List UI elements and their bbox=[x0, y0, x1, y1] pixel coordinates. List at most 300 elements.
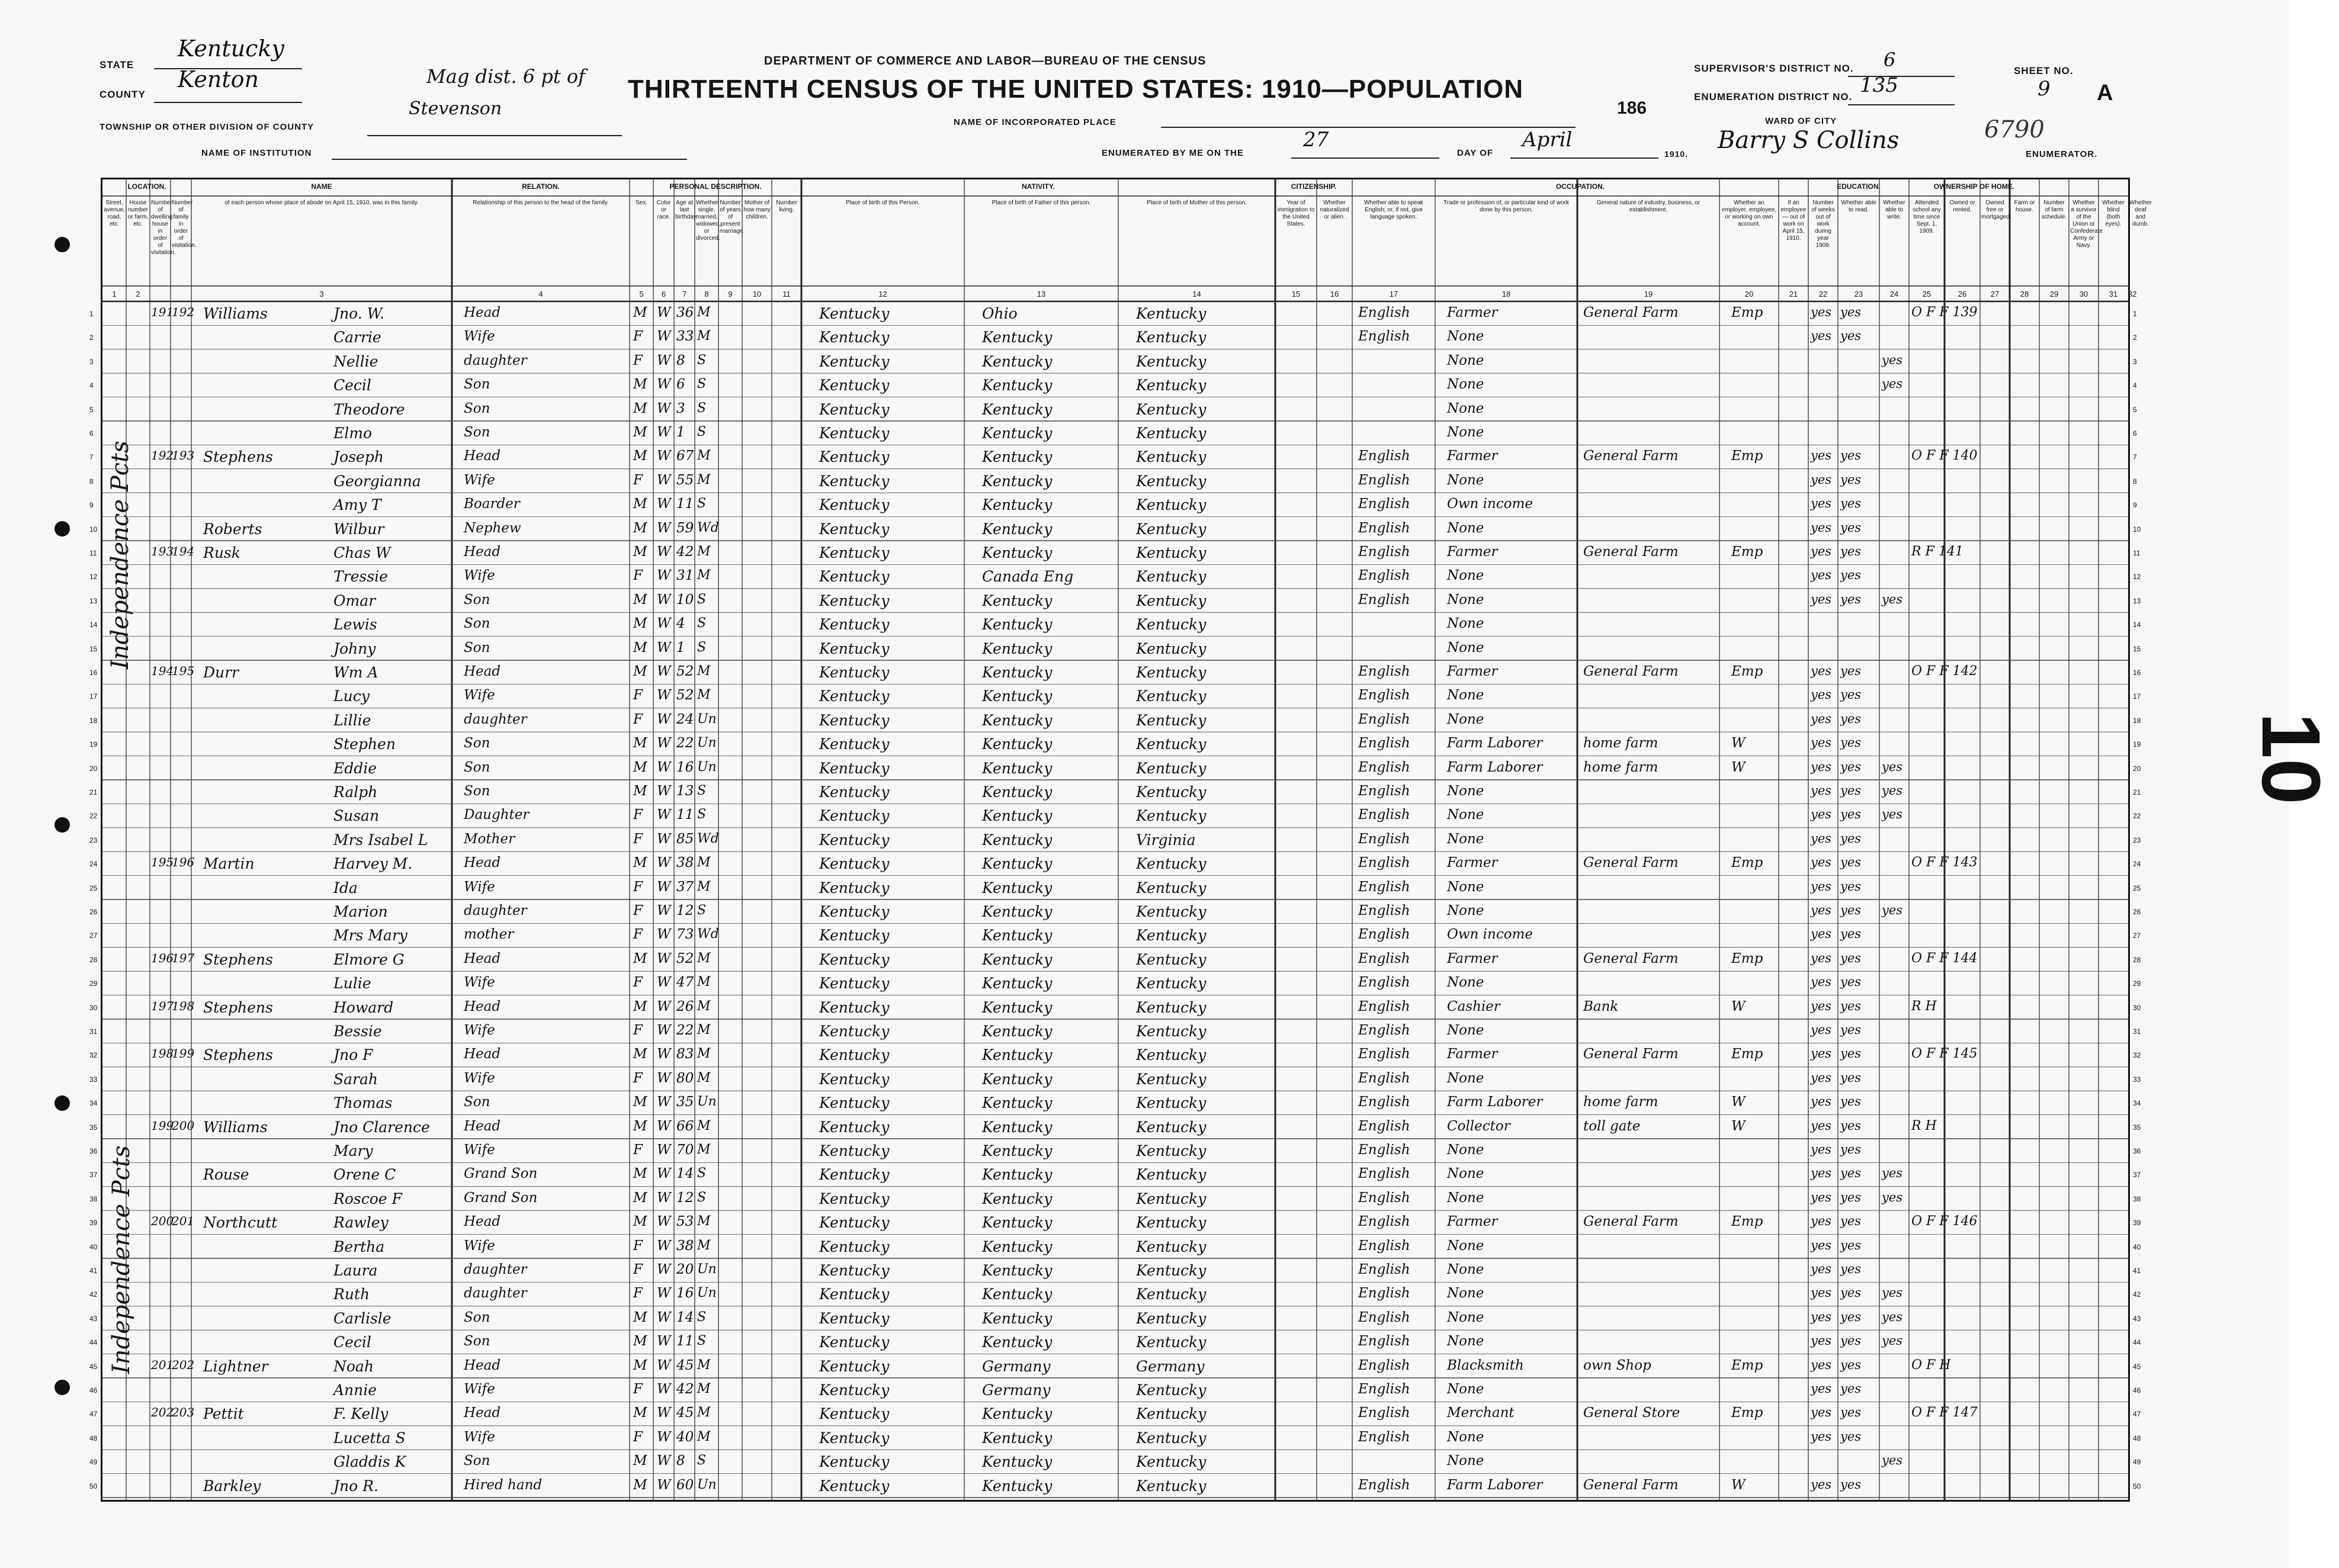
mother-birthplace: Kentucky bbox=[1136, 783, 1207, 801]
race: W bbox=[657, 1094, 671, 1110]
sex: M bbox=[633, 616, 647, 632]
age: 40 bbox=[676, 1429, 694, 1445]
relation: Wife bbox=[464, 879, 495, 895]
marital-status: M bbox=[697, 687, 711, 703]
father-birthplace: Kentucky bbox=[982, 496, 1053, 514]
relation: Wife bbox=[464, 329, 495, 345]
mother-birthplace: Kentucky bbox=[1136, 448, 1207, 466]
birthplace: Kentucky bbox=[819, 1381, 890, 1399]
row-number: 7 bbox=[89, 453, 94, 462]
birthplace: Kentucky bbox=[819, 1166, 890, 1184]
sex: M bbox=[633, 1118, 647, 1134]
column-header: Whether a survivor of the Union or Confederate Army or Navy. bbox=[2070, 200, 2103, 249]
row-number: 41 bbox=[89, 1267, 98, 1275]
can-read: yes bbox=[1811, 1262, 1832, 1276]
speaks-english: English bbox=[1358, 687, 1410, 703]
given-name: Jno Clarence bbox=[333, 1118, 430, 1136]
row-number: 39 bbox=[89, 1219, 98, 1228]
section-header: EDUCATION. bbox=[1837, 182, 1881, 191]
family-number: 200 bbox=[172, 1118, 195, 1133]
speaks-english: English bbox=[1358, 1286, 1410, 1302]
relation: Head bbox=[464, 1357, 501, 1373]
occupation: None bbox=[1447, 1309, 1484, 1325]
race: W bbox=[657, 927, 671, 943]
can-read: yes bbox=[1811, 903, 1832, 917]
punch-hole bbox=[54, 1380, 70, 1395]
given-name: Stephen bbox=[333, 735, 396, 753]
father-birthplace: Kentucky bbox=[982, 1166, 1053, 1184]
home-ownership: R H bbox=[1911, 998, 1937, 1014]
father-birthplace: Kentucky bbox=[982, 544, 1053, 561]
marital-status: M bbox=[697, 329, 711, 344]
race: W bbox=[657, 903, 671, 918]
row-number: 45 bbox=[2133, 1362, 2141, 1371]
column-header: Number living. bbox=[776, 200, 797, 213]
occupation: Collector bbox=[1447, 1118, 1510, 1134]
column-number: 18 bbox=[1501, 290, 1511, 298]
marital-status: M bbox=[697, 568, 711, 583]
speaks-english: English bbox=[1358, 1357, 1410, 1373]
sex: M bbox=[633, 1357, 647, 1373]
birthplace: Kentucky bbox=[819, 759, 890, 777]
sex: F bbox=[633, 879, 643, 895]
sex: M bbox=[633, 592, 647, 608]
row-number: 26 bbox=[2133, 908, 2141, 916]
home-ownership: O F H bbox=[1911, 1357, 1951, 1373]
column-header: Mother of how many children. bbox=[743, 200, 771, 220]
row-number: 24 bbox=[89, 860, 98, 869]
age: 66 bbox=[676, 1118, 694, 1134]
race: W bbox=[657, 448, 671, 464]
occupation: Farmer bbox=[1447, 1046, 1498, 1062]
census-table bbox=[89, 178, 2152, 1502]
home-ownership: O F F 144 bbox=[1911, 950, 1978, 966]
column-header: Year of immigration to the United States. bbox=[1277, 200, 1315, 227]
enumerated-day: 27 bbox=[1303, 128, 1329, 152]
father-birthplace: Kentucky bbox=[982, 759, 1053, 777]
family-number: 197 bbox=[172, 950, 195, 965]
column-header: Number of dwelling house in order of visitation. bbox=[151, 200, 176, 256]
enumerated-label: ENUMERATED BY ME ON THE bbox=[1102, 148, 1244, 158]
column-number: 16 bbox=[1330, 290, 1339, 298]
mother-birthplace: Kentucky bbox=[1136, 855, 1207, 873]
occupation: None bbox=[1447, 711, 1484, 727]
relation: Head bbox=[464, 1118, 501, 1134]
employment-class: W bbox=[1731, 1118, 1746, 1134]
industry: home farm bbox=[1583, 759, 1658, 775]
given-name: Rawley bbox=[333, 1214, 389, 1232]
occupation: Cashier bbox=[1447, 998, 1500, 1014]
occupation: None bbox=[1447, 1381, 1484, 1397]
attended-school: yes bbox=[1882, 352, 1903, 367]
race: W bbox=[657, 472, 671, 488]
row-number: 16 bbox=[89, 669, 98, 677]
given-name: Cecil bbox=[333, 1334, 371, 1351]
edge-mark: 10 bbox=[2244, 712, 2338, 805]
occupation: None bbox=[1447, 1238, 1484, 1254]
row-number: 14 bbox=[2133, 621, 2141, 629]
column-header: Number of years of present marriage. bbox=[720, 200, 745, 234]
can-write: yes bbox=[1840, 1286, 1862, 1300]
age: 45 bbox=[676, 1357, 694, 1373]
relation: Wife bbox=[464, 1429, 495, 1445]
mother-birthplace: Kentucky bbox=[1136, 950, 1207, 968]
marital-status: M bbox=[697, 1070, 711, 1085]
relation: Nephew bbox=[464, 520, 521, 536]
race: W bbox=[657, 1381, 671, 1397]
father-birthplace: Kentucky bbox=[982, 879, 1053, 897]
row-number: 42 bbox=[2133, 1290, 2141, 1299]
row-number: 1 bbox=[89, 310, 94, 318]
race: W bbox=[657, 1046, 671, 1062]
township-value: Mag dist. 6 pt of bbox=[426, 65, 585, 88]
relation: Head bbox=[464, 950, 501, 966]
father-birthplace: Kentucky bbox=[982, 903, 1053, 920]
age: 3 bbox=[676, 400, 685, 416]
industry: Bank bbox=[1583, 998, 1619, 1014]
can-write: yes bbox=[1840, 520, 1862, 535]
attended-school: yes bbox=[1882, 1453, 1903, 1468]
surname: Lightner bbox=[203, 1357, 268, 1375]
occupation: Merchant bbox=[1447, 1405, 1515, 1421]
mother-birthplace: Kentucky bbox=[1136, 807, 1207, 825]
can-write: yes bbox=[1840, 1381, 1862, 1396]
row-number: 2 bbox=[89, 333, 94, 342]
section-header: OCCUPATION. bbox=[1555, 182, 1605, 191]
surname: Williams bbox=[203, 1118, 268, 1136]
township-label: TOWNSHIP OR OTHER DIVISION OF COUNTY bbox=[100, 122, 315, 132]
race: W bbox=[657, 1405, 671, 1421]
mother-birthplace: Kentucky bbox=[1136, 1334, 1207, 1351]
occupation: None bbox=[1447, 903, 1484, 918]
father-birthplace: Kentucky bbox=[982, 783, 1053, 801]
birthplace: Kentucky bbox=[819, 855, 890, 873]
birthplace: Kentucky bbox=[819, 568, 890, 586]
father-birthplace: Kentucky bbox=[982, 1046, 1053, 1064]
supervisor-value: 6 bbox=[1884, 49, 1896, 71]
speaks-english: English bbox=[1358, 472, 1410, 488]
speaks-english: English bbox=[1358, 950, 1410, 966]
given-name: Lucetta S bbox=[333, 1429, 406, 1447]
can-write: yes bbox=[1840, 1070, 1862, 1085]
speaks-english: English bbox=[1358, 1190, 1410, 1206]
row-number: 29 bbox=[2133, 979, 2141, 988]
race: W bbox=[657, 1477, 671, 1493]
mother-birthplace: Kentucky bbox=[1136, 329, 1207, 346]
mother-birthplace: Kentucky bbox=[1136, 472, 1207, 490]
can-read: yes bbox=[1811, 998, 1832, 1013]
relation: Wife bbox=[464, 1238, 495, 1254]
can-read: yes bbox=[1811, 687, 1832, 702]
speaks-english: English bbox=[1358, 1429, 1410, 1445]
row-number: 32 bbox=[89, 1051, 98, 1060]
dwelling-number: 195 bbox=[151, 855, 174, 870]
relation: Hired hand bbox=[464, 1477, 543, 1493]
row-number: 39 bbox=[2133, 1219, 2141, 1228]
column-number: 10 bbox=[752, 290, 762, 298]
race: W bbox=[657, 1070, 671, 1086]
dwelling-number: 194 bbox=[151, 664, 174, 678]
column-number: 1 bbox=[112, 290, 117, 298]
marital-status: M bbox=[697, 472, 711, 487]
marital-status: M bbox=[697, 448, 711, 464]
speaks-english: English bbox=[1358, 305, 1410, 320]
can-write: yes bbox=[1840, 687, 1862, 702]
row-number: 27 bbox=[89, 931, 98, 940]
can-read: yes bbox=[1811, 1023, 1832, 1037]
can-write: yes bbox=[1840, 496, 1862, 511]
can-read: yes bbox=[1811, 950, 1832, 965]
row-number: 5 bbox=[2133, 405, 2137, 414]
age: 12 bbox=[676, 903, 694, 918]
can-write: yes bbox=[1840, 592, 1862, 606]
relation: Son bbox=[464, 1453, 490, 1469]
section-header: OWNERSHIP OF HOME. bbox=[1933, 182, 2015, 191]
given-name: Chas W bbox=[333, 544, 391, 561]
row-number: 12 bbox=[89, 573, 98, 581]
age: 55 bbox=[676, 472, 694, 488]
sex: M bbox=[633, 400, 647, 416]
can-read: yes bbox=[1811, 735, 1832, 750]
relation: Head bbox=[464, 855, 501, 871]
birthplace: Kentucky bbox=[819, 1142, 890, 1159]
can-write: yes bbox=[1840, 855, 1862, 870]
home-ownership: O F F 142 bbox=[1911, 664, 1978, 679]
row-number: 25 bbox=[89, 883, 98, 892]
enumeration-value: 135 bbox=[1860, 73, 1898, 97]
father-birthplace: Kentucky bbox=[982, 616, 1053, 634]
attended-school: yes bbox=[1882, 783, 1903, 798]
county-label: COUNTY bbox=[100, 89, 146, 100]
birthplace: Kentucky bbox=[819, 903, 890, 920]
row-number: 10 bbox=[2133, 525, 2141, 534]
father-birthplace: Kentucky bbox=[982, 640, 1053, 657]
age: 24 bbox=[676, 711, 694, 727]
father-birthplace: Kentucky bbox=[982, 425, 1053, 442]
age: 60 bbox=[676, 1477, 694, 1493]
sex: F bbox=[633, 1381, 643, 1397]
family-number: 193 bbox=[172, 448, 195, 463]
attended-school: yes bbox=[1882, 592, 1903, 606]
can-read: yes bbox=[1811, 1142, 1832, 1156]
mother-birthplace: Kentucky bbox=[1136, 687, 1207, 705]
ward-label: WARD OF CITY bbox=[1765, 116, 1837, 126]
industry: home farm bbox=[1583, 735, 1658, 751]
birthplace: Kentucky bbox=[819, 687, 890, 705]
row-number: 26 bbox=[89, 908, 98, 916]
speaks-english: English bbox=[1358, 1046, 1410, 1062]
side-note-independence: Independence Pcts bbox=[107, 441, 134, 669]
given-name: Mrs Mary bbox=[333, 927, 408, 944]
column-header: Whether naturalized or alien. bbox=[1320, 200, 1349, 220]
relation: Head bbox=[464, 1214, 501, 1230]
birthplace: Kentucky bbox=[819, 496, 890, 514]
occupation: None bbox=[1447, 879, 1484, 895]
row-number: 20 bbox=[89, 764, 98, 773]
can-write: yes bbox=[1840, 759, 1862, 774]
can-read: yes bbox=[1811, 831, 1832, 846]
sex: M bbox=[633, 1309, 647, 1325]
can-read: yes bbox=[1811, 927, 1832, 942]
birthplace: Kentucky bbox=[819, 1046, 890, 1064]
attended-school: yes bbox=[1882, 1334, 1903, 1348]
row-number: 31 bbox=[89, 1027, 98, 1036]
relation: Head bbox=[464, 1046, 501, 1062]
row-number: 17 bbox=[89, 692, 98, 701]
mother-birthplace: Kentucky bbox=[1136, 520, 1207, 538]
employment-class: W bbox=[1731, 735, 1746, 751]
can-write: yes bbox=[1840, 903, 1862, 917]
can-write: yes bbox=[1840, 448, 1862, 463]
row-number: 8 bbox=[89, 477, 94, 486]
sex: M bbox=[633, 305, 647, 320]
age: 26 bbox=[676, 998, 694, 1014]
attended-school: yes bbox=[1882, 807, 1903, 822]
marital-status: Wd bbox=[697, 927, 719, 942]
speaks-english: English bbox=[1358, 1094, 1410, 1110]
family-number: 201 bbox=[172, 1214, 195, 1229]
sex: F bbox=[633, 711, 643, 727]
can-read: yes bbox=[1811, 1070, 1832, 1085]
dwelling-number: 202 bbox=[151, 1405, 174, 1420]
sex: F bbox=[633, 903, 643, 918]
race: W bbox=[657, 711, 671, 727]
birthplace: Kentucky bbox=[819, 520, 890, 538]
race: W bbox=[657, 352, 671, 368]
relation: Head bbox=[464, 305, 501, 320]
column-number: 6 bbox=[661, 290, 666, 298]
mother-birthplace: Kentucky bbox=[1136, 1405, 1207, 1423]
occupation: None bbox=[1447, 1334, 1484, 1349]
sex: F bbox=[633, 1262, 643, 1277]
race: W bbox=[657, 1166, 671, 1182]
relation: Head bbox=[464, 544, 501, 560]
race: W bbox=[657, 759, 671, 775]
sex: M bbox=[633, 664, 647, 679]
sex: M bbox=[633, 1214, 647, 1230]
given-name: Wm A bbox=[333, 664, 378, 681]
father-birthplace: Kentucky bbox=[982, 1142, 1053, 1159]
speaks-english: English bbox=[1358, 711, 1410, 727]
mother-birthplace: Kentucky bbox=[1136, 879, 1207, 897]
birthplace: Kentucky bbox=[819, 1094, 890, 1112]
relation: Mother bbox=[464, 831, 515, 847]
attended-school: yes bbox=[1882, 377, 1903, 391]
dwelling-number: 196 bbox=[151, 950, 174, 965]
speaks-english: English bbox=[1358, 568, 1410, 584]
sex: F bbox=[633, 1070, 643, 1086]
column-header: Farm or house. bbox=[2014, 200, 2035, 213]
father-birthplace: Kentucky bbox=[982, 1238, 1053, 1255]
column-header: Street, avenue, road, etc. bbox=[104, 200, 125, 227]
race: W bbox=[657, 879, 671, 895]
occupation: None bbox=[1447, 1453, 1484, 1469]
mother-birthplace: Kentucky bbox=[1136, 616, 1207, 634]
occupation: Own income bbox=[1447, 496, 1533, 512]
can-write: yes bbox=[1840, 1262, 1862, 1276]
family-number: 196 bbox=[172, 855, 195, 870]
race: W bbox=[657, 1429, 671, 1445]
given-name: Orene C bbox=[333, 1166, 396, 1184]
birthplace: Kentucky bbox=[819, 1286, 890, 1303]
column-header: Number of weeks out of work during year 1909. bbox=[1811, 200, 1835, 249]
father-birthplace: Kentucky bbox=[982, 377, 1053, 394]
marital-status: S bbox=[697, 496, 707, 512]
column-header: Sex. bbox=[635, 200, 647, 206]
can-read: yes bbox=[1811, 879, 1832, 894]
given-name: Eddie bbox=[333, 759, 377, 777]
home-ownership: O F F 140 bbox=[1911, 448, 1978, 464]
row-number: 27 bbox=[2133, 931, 2141, 940]
father-birthplace: Kentucky bbox=[982, 831, 1053, 849]
surname: Rouse bbox=[203, 1166, 249, 1184]
row-number: 23 bbox=[89, 836, 98, 844]
birthplace: Kentucky bbox=[819, 425, 890, 442]
speaks-english: English bbox=[1358, 879, 1410, 895]
attended-school: yes bbox=[1882, 1309, 1903, 1324]
can-read: yes bbox=[1811, 472, 1832, 487]
row-number: 31 bbox=[2133, 1027, 2141, 1036]
row-number: 29 bbox=[89, 979, 98, 988]
marital-status: M bbox=[697, 1429, 711, 1444]
race: W bbox=[657, 568, 671, 584]
employment-class: Emp bbox=[1731, 855, 1763, 871]
sex: M bbox=[633, 1166, 647, 1182]
birthplace: Kentucky bbox=[819, 1262, 890, 1279]
relation: Grand Son bbox=[464, 1190, 538, 1206]
mother-birthplace: Kentucky bbox=[1136, 1262, 1207, 1279]
can-read: yes bbox=[1811, 1405, 1832, 1420]
age: 45 bbox=[676, 1405, 694, 1421]
father-birthplace: Kentucky bbox=[982, 1477, 1053, 1495]
mother-birthplace: Virginia bbox=[1136, 831, 1196, 849]
father-birthplace: Kentucky bbox=[982, 1094, 1053, 1112]
marital-status: M bbox=[697, 1238, 711, 1253]
relation: Son bbox=[464, 735, 490, 751]
row-number: 50 bbox=[89, 1482, 98, 1490]
marital-status: M bbox=[697, 1405, 711, 1421]
can-read: yes bbox=[1811, 855, 1832, 870]
speaks-english: English bbox=[1358, 1262, 1410, 1277]
birthplace: Kentucky bbox=[819, 807, 890, 825]
row-number: 35 bbox=[89, 1123, 98, 1132]
industry: General Farm bbox=[1583, 1046, 1679, 1062]
relation: Wife bbox=[464, 472, 495, 488]
surname: Stephens bbox=[203, 448, 273, 466]
dwelling-number: 201 bbox=[151, 1357, 174, 1372]
relation: Wife bbox=[464, 568, 495, 584]
birthplace: Kentucky bbox=[819, 1214, 890, 1232]
row-number: 43 bbox=[2133, 1314, 2141, 1323]
row-number: 18 bbox=[89, 716, 98, 725]
family-number: 199 bbox=[172, 1046, 195, 1061]
relation: Wife bbox=[464, 1142, 495, 1158]
can-read: yes bbox=[1811, 1309, 1832, 1324]
mother-birthplace: Kentucky bbox=[1136, 1190, 1207, 1207]
given-name: Bessie bbox=[333, 1023, 382, 1040]
column-number: 9 bbox=[728, 290, 733, 298]
birthplace: Kentucky bbox=[819, 975, 890, 992]
can-write: yes bbox=[1840, 1214, 1862, 1229]
can-write: yes bbox=[1840, 1477, 1862, 1492]
section-header: RELATION. bbox=[522, 182, 560, 191]
occupation: Farm Laborer bbox=[1447, 1094, 1543, 1110]
mother-birthplace: Kentucky bbox=[1136, 640, 1207, 657]
can-read: yes bbox=[1811, 1214, 1832, 1229]
speaks-english: English bbox=[1358, 1334, 1410, 1349]
row-number: 47 bbox=[2133, 1410, 2141, 1419]
incorporated-place-label: NAME OF INCORPORATED PLACE bbox=[954, 117, 1116, 127]
